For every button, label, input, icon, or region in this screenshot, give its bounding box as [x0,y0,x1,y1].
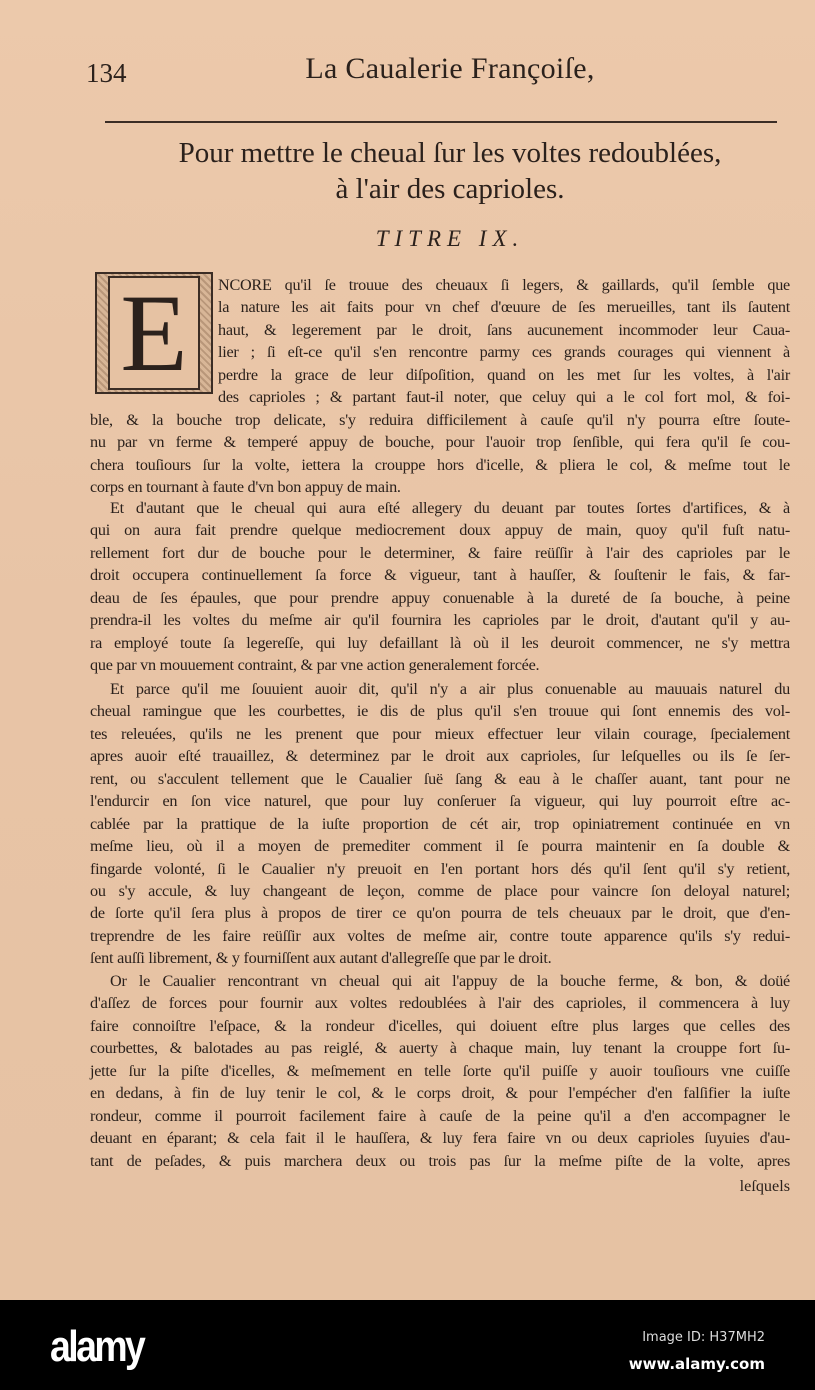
text-line: cheual ramingue que les courbettes, ie dis de plus qu'il s'en trouue qui ſont ennemis des vol- [90,702,790,721]
text-line: l'endurcir en ſon vice naturel, que pour luy conſeruer ſa vigueur, qui luy pourroit eſtre ac- [90,792,790,811]
text-line: deau de ſes épaules, que pour prendre appuy conuenable à la dureté de ſa bouche, à peine [90,588,790,607]
catchword: leſquels [739,1177,790,1195]
text-line: ble, & la bouche trop delicate, s'y reduira difficilement à cauſe qu'il n'y pourra eſtre ſoute- [90,410,790,429]
text-line: ra employé toute ſa legereſſe, qui luy defaillant là où il les deuroit commencer, ne s'y mettra [90,633,790,652]
text-line: perdre la grace de leur diſpoſition, quand on les met ſur les voltes, à l'air [218,365,790,384]
chapter-heading-line-1: Pour mettre le cheual ſur les voltes redoublées, [178,137,722,169]
running-title: La Caualerie Françoiſe, [305,52,595,85]
text-line: rellement fort dur de bouche pour le determiner, & faire reüſſir à l'air des caprioles par le [90,543,790,562]
text-line: tes releuées, qu'ils ne les prenent que pour mieux effectuer leur vilain courage, ſpecialement [90,724,790,743]
text-line: NCORE qu'il ſe trouue des cheuaux ſi legers, & gaillards, qu'il ſemble que [218,276,790,294]
text-line: des caprioles ; & partant faut-il noter, que celuy qui a le col fort mol, & foi- [218,388,790,407]
chapter-heading-line-2: à l'air des caprioles. [335,173,565,205]
text-line: haut, & legerement par le droit, ſans aucunement incommoder leur Caua- [218,320,790,339]
header-rule [105,121,777,123]
text-line: tant de peſades, & puis marchera deux ou trois pas ſur la meſme piſte de la volte, apres [90,1151,790,1170]
text-line: cablée par la prattique de la iuſte proportion de cét air, trop opiniatrement continuée en vn [90,814,790,833]
paragraph-3 [90,678,790,970]
text-line: de ſorte qu'il ſera plus à propos de tirer ce qu'on pourra de tels cheuaux par le droit, que d'en- [90,904,790,923]
text-line: chera touſiours ſur la volte, iettera la crouppe hors d'icelle, & pliera le col, & meſme tout le [90,455,790,474]
page-number: 134 [86,58,127,88]
text-line: droit occupera continuellement ſa force & vigueur, tant à hauſſer, & ſouſtenir le fais, & far- [90,566,790,585]
text-line: la nature les ait faits pour vn chef d'œuure de ſes merueilles, tant ils ſautent [218,298,790,317]
drop-cap-letter: E [108,276,199,390]
text-line: fingarde volonté, ſi le Caualier n'y preuoit en l'en portant hors dés qu'il ſent qu'il s'y retient, [90,859,790,878]
text-line: d'aſſez de forces pour fournir aux voltes redoublées à l'air des caprioles, il commencera à luy [90,994,790,1013]
paragraph-2 [90,497,790,677]
text-line: Et parce qu'il me ſouuient auoir dit, qu'il n'y a air plus conuenable au mauuais naturel du [110,680,790,698]
text-line: rent, ou s'acculent tellement que le Caualier ſuë ſang & eau à le chaſſer auant, tant pour ne [90,769,790,788]
text-line: nu par vn ferme & temperé appuy de bouche, pour l'auoir trop ſenſible, qui fera qu'il ſe cou- [90,433,790,452]
text-line: deuant en éparant; & cela fait il le hauſſera, & luy fera faire vn ou deux caprioles ſuyuies d'au- [90,1129,790,1148]
text-line: rondeur, comme il pourroit facilement faire à cauſe de la peine qu'il a d'en accompagner le [90,1106,790,1125]
text-line: faire connoiſtre l'eſpace, & la rondeur d'icelles, qui doiuent eſtre plus larges que celles des [90,1016,790,1035]
text-line: lier ; ſi eſt-ce qu'il s'en rencontre parmy ces grands courages qui viennent à [218,343,790,362]
text-line: apres auoir eſté trauaillez, & determinez par le droit aux caprioles, ſur leſquelles ou ils ſe ſer- [90,747,790,766]
chapter-number: TITRE IX. [375,226,525,251]
text-line: ou s'y accule, & luy changeant de leçon, comme de place pour vaincre ſon deloyal naturel; [90,881,790,900]
image-id: Image ID: H37MH2 [642,1330,765,1345]
text-line: meſme lieu, où il a moyen de premediter comment il ſe pourra maintenir en ſa double & [90,837,790,856]
text-line: courbettes, & balotades au pas reiglé, & auerty à chaque main, luy tenant la crouppe fort ſu- [90,1039,790,1058]
text-line: corps en tournant à faute d'vn bon appuy de main. [90,477,401,496]
site-url: www.alamy.com [628,1355,765,1373]
text-line: qui on aura fait prendre quelque mediocrement doux appuy de main, quoy qu'il fuſt natu- [90,521,790,540]
alamy-logo: alamy [50,1322,144,1371]
paragraph-1 [90,274,790,498]
text-line: Et d'autant que le cheual qui aura eſté allegery du deuant par toutes ſortes d'artifices, & à [110,499,790,517]
text-line: treprendre de les faire reüſſir aux voltes de meſme air, contre toute apparence qu'ils s'y redui- [90,926,790,945]
text-line: jette ſur la piſte d'icelles, & meſmement en telle ſorte qu'il puiſſe y auoir touſiours vne cuiſſe [90,1061,790,1080]
text-line: prendra-il les voltes du meſme air qu'il fournira les caprioles par le droit, d'autant qu'il y au- [90,611,790,630]
text-line: ſent auſſi librement, & y fourniſſent aux autant d'allegreſſe que par le droit. [90,949,552,968]
text-line: que par vn mouuement contraint, & par vne action generalement forcée. [90,656,540,675]
text-line: en dedans, à fin de luy tenir le col, & le corps droit, & pour l'empécher d'en falſifier la iuſte [90,1084,790,1103]
text-line: Or le Caualier rencontrant vn cheual qui ait l'appuy de la bouche ferme, & bon, & doüé [110,972,790,990]
paragraph-4 [90,970,790,1172]
watermark-footer [0,1300,815,1390]
